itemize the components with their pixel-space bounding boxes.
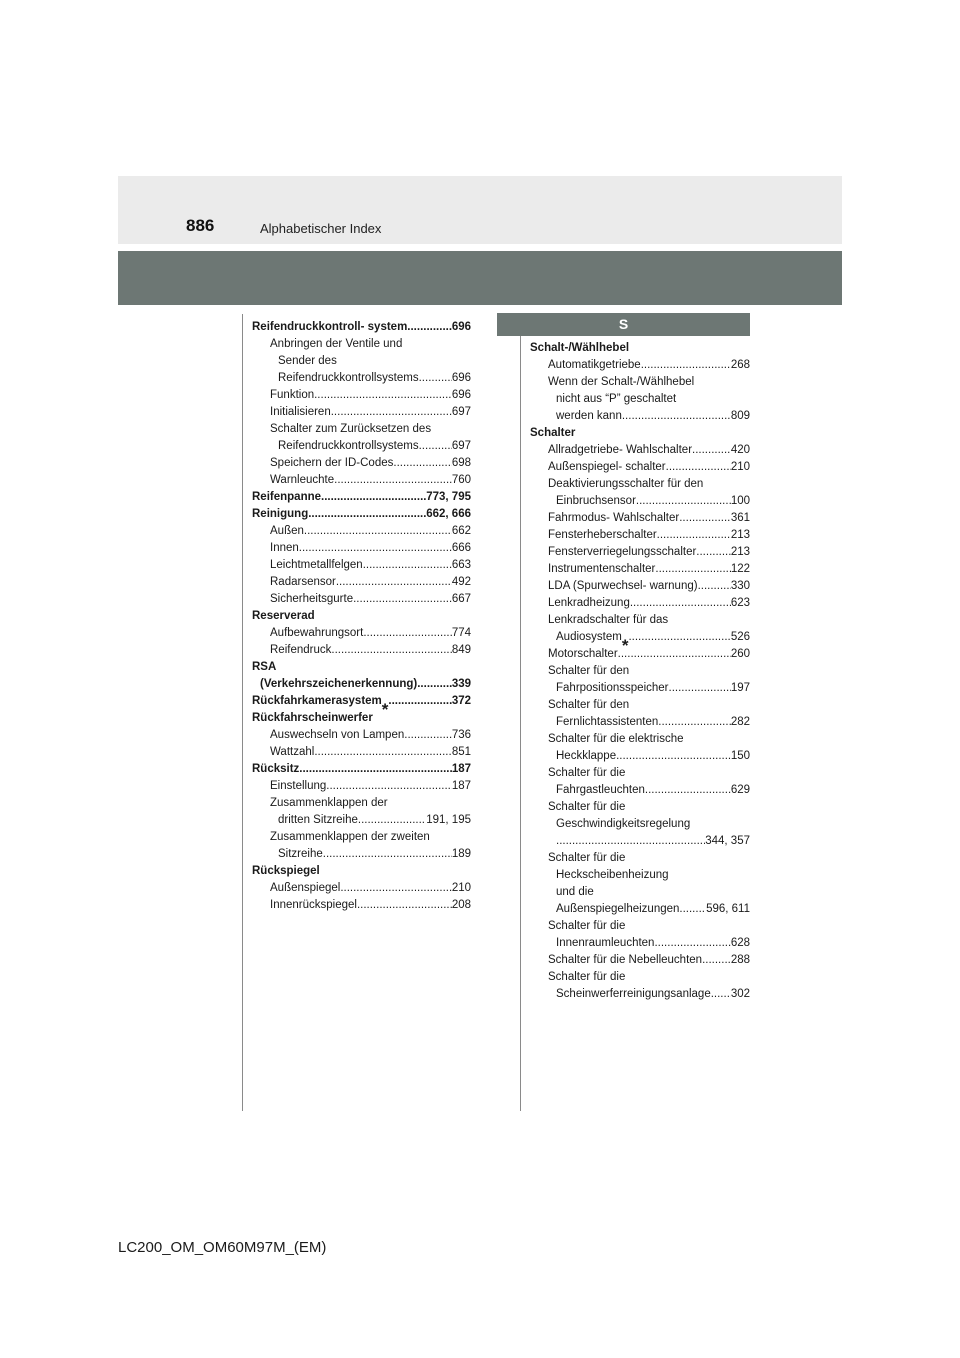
- dot-leader: [657, 527, 731, 544]
- dot-leader: [666, 459, 731, 476]
- dot-leader: [388, 693, 451, 710]
- dot-leader: [314, 744, 452, 761]
- index-entry-page: 191, 195: [426, 814, 471, 826]
- index-entry-page: 213: [730, 546, 750, 558]
- dot-leader: [616, 748, 731, 765]
- index-entry: [252, 540, 471, 557]
- dot-leader: [658, 714, 731, 731]
- dot-leader: [679, 510, 731, 527]
- dot-leader: [404, 727, 452, 744]
- index-entry-page: 809: [730, 410, 750, 422]
- dot-leader: [357, 897, 452, 914]
- index-entry-page: 667: [451, 593, 471, 605]
- index-entry: Rückfahrkamerasystem * ..... 372: [252, 693, 471, 710]
- index-entry-page: 773, 795: [426, 491, 471, 503]
- index-entry: [252, 863, 471, 880]
- index-entry: [530, 833, 750, 850]
- index-entry-text: nicht aus “P” geschaltet: [556, 393, 677, 405]
- section-letter-s: S: [497, 313, 750, 336]
- dot-leader: [323, 846, 452, 863]
- index-entry-page: 698: [451, 457, 471, 469]
- index-entry-text: Leichtmetallfelgen: [270, 559, 363, 571]
- index-entry-page: 339: [451, 678, 471, 690]
- index-entry-page: 122: [730, 563, 750, 575]
- index-entry-text: Einstellung: [270, 780, 327, 792]
- index-entry: [252, 404, 471, 421]
- index-entry: [530, 850, 750, 867]
- index-entry: [252, 387, 471, 404]
- index-entry-text: Lenkradheizung: [548, 597, 630, 609]
- index-entry-text: Fahrgastleuchten: [556, 784, 645, 796]
- index-entry-page: 187: [451, 763, 471, 775]
- index-entry-text: Auswechseln von Lampen: [270, 729, 405, 741]
- dot-leader: [308, 506, 426, 523]
- index-entry-page: 662: [451, 525, 471, 537]
- index-entry-page: 282: [730, 716, 750, 728]
- middle-column-rule: [520, 314, 521, 1111]
- dot-leader: [702, 952, 731, 969]
- index-entry: [530, 986, 750, 1003]
- index-entry-text: Scheinwerferreinigungsanlage: [556, 988, 711, 1000]
- index-entry-page: 330: [730, 580, 750, 592]
- dot-leader: [669, 680, 731, 697]
- index-entry-text: Reifendruckkontrollsystems: [278, 372, 419, 384]
- index-entry-text: Rückspiegel: [252, 865, 320, 877]
- index-entry: [530, 612, 750, 629]
- index-entry: [252, 608, 471, 625]
- index-entry: [530, 935, 750, 952]
- page-number: 886: [186, 216, 215, 235]
- index-entry-text: Warnleuchte: [270, 474, 335, 486]
- index-entry-text: Außenspiegelheizungen: [556, 903, 680, 915]
- index-entry-page: 849: [451, 644, 471, 656]
- index-entry: [530, 765, 750, 782]
- index-entry-text: Einbruchsensor: [556, 495, 636, 507]
- index-entry: [530, 646, 750, 663]
- dot-leader: [331, 642, 451, 659]
- index-entry-page: 187: [451, 780, 471, 792]
- index-entry-text: Schalter für den: [548, 665, 630, 677]
- index-entry: [530, 357, 750, 374]
- index-entry-text: Schalt-/Wählhebel: [530, 342, 630, 354]
- index-entry: [530, 663, 750, 680]
- index-entry: [530, 561, 750, 578]
- index-entry-text: Rücksitz: [252, 763, 300, 775]
- index-entry: [530, 527, 750, 544]
- dot-leader: [645, 782, 731, 799]
- index-entry-text: Speichern der ID-Codes: [270, 457, 394, 469]
- index-entry-text: Fensterverriegelungsschalter: [548, 546, 697, 558]
- index-entry-text: Fensterheberschalter: [548, 529, 657, 541]
- dot-leader: [314, 387, 452, 404]
- index-entry-text: Fahrmodus- Wahlschalter: [548, 512, 680, 524]
- index-entry-page: 210: [451, 882, 471, 894]
- dot-leader: [407, 319, 452, 336]
- index-entry-page: 696: [451, 372, 471, 384]
- index-entry-page: 663: [451, 559, 471, 571]
- dot-leader: [419, 370, 452, 387]
- dot-leader: [636, 493, 731, 510]
- index-entry-text: Schalter für die: [548, 767, 626, 779]
- index-entry: [252, 489, 471, 506]
- index-entry-text: Schalter für die: [548, 852, 626, 864]
- index-entry-text: dritten Sitzreihe: [278, 814, 358, 826]
- index-entry-text: Rückfahrscheinwerfer: [252, 712, 373, 724]
- index-entry-text: Fernlichtassistenten: [556, 716, 659, 728]
- index-entry-text: Aufbewahrungsort: [270, 627, 364, 639]
- index-entry-text: Schalter für die: [548, 801, 626, 813]
- dot-leader: [630, 595, 731, 612]
- index-entry: [252, 557, 471, 574]
- index-entry: [530, 408, 750, 425]
- index-entry: [530, 816, 750, 833]
- index-entry-page: 372: [451, 695, 471, 707]
- index-entry: [530, 578, 750, 595]
- index-entry-text: LDA (Spurwechsel- warnung): [548, 580, 698, 592]
- dot-leader: [692, 442, 731, 459]
- dot-leader: [679, 901, 706, 918]
- dot-leader: [363, 557, 452, 574]
- index-entry-text: Geschwindigkeitsregelung: [556, 818, 691, 830]
- index-entry-text: Allradgetriebe- Wahlschalter: [548, 444, 693, 456]
- dot-leader: [393, 455, 451, 472]
- index-entry: [530, 782, 750, 799]
- index-entry: [252, 761, 471, 778]
- index-entry: [530, 918, 750, 935]
- index-entry: [530, 476, 750, 493]
- index-entry: [252, 897, 471, 914]
- index-entry-page: 697: [451, 440, 471, 452]
- index-entry-text: Außen: [270, 525, 304, 537]
- index-entry-text: Automatikgetriebe: [548, 359, 641, 371]
- index-entry-text: Sicherheitsgurte: [270, 593, 354, 605]
- index-entry: [252, 438, 471, 455]
- dot-leader: [622, 408, 731, 425]
- index-entry-page: 260: [730, 648, 750, 660]
- dot-leader: [417, 676, 452, 693]
- index-entry-page: 268: [730, 359, 750, 371]
- index-entry-page: 596, 611: [706, 903, 750, 915]
- index-entry: [252, 710, 471, 727]
- index-entry: [252, 744, 471, 761]
- index-entry-text: werden kann: [556, 410, 622, 422]
- index-entry-text: Initialisieren: [270, 406, 331, 418]
- index-entry: [530, 901, 750, 918]
- index-entry: [252, 642, 471, 659]
- index-entry-text: Funktion: [270, 389, 315, 401]
- index-entry: [530, 697, 750, 714]
- index-entry-text: Heckklappe: [556, 750, 617, 762]
- index-entry-text: Reifendruck: [270, 644, 332, 656]
- section-title: Alphabetischer Index: [260, 221, 382, 236]
- index-entry-text: Deaktivierungsschalter für den: [548, 478, 704, 490]
- index-entry-text: Rückfahrkamerasystem: [252, 695, 382, 707]
- index-entry: [252, 676, 471, 693]
- index-entry-page: 420: [730, 444, 750, 456]
- index-entry: [530, 544, 750, 561]
- header-band: [118, 176, 842, 244]
- dot-leader: [698, 578, 731, 595]
- index-entry-page: 344, 357: [705, 835, 750, 847]
- index-entry-page: 623: [730, 597, 750, 609]
- left-column-rule: [242, 314, 243, 1111]
- index-entry-text: Wenn der Schalt-/Wählhebel: [548, 376, 695, 388]
- index-entry-page: 696: [451, 389, 471, 401]
- index-entry-text: Sender des: [278, 355, 337, 367]
- index-entry: [252, 829, 471, 846]
- index-entry: [252, 370, 471, 387]
- index-entry-text: Innenrückspiegel: [270, 899, 357, 911]
- index-entry: [530, 391, 750, 408]
- index-entry-text: Sitzreihe: [278, 848, 323, 860]
- index-entry-page: 774: [451, 627, 471, 639]
- dot-leader: [654, 935, 730, 952]
- index-entry: [252, 421, 471, 438]
- index-entry-page: 628: [730, 937, 750, 949]
- index-entry-page: 189: [451, 848, 471, 860]
- right-index-column: [530, 340, 750, 1003]
- document-code: LC200_OM_OM60M97M_(EM): [118, 1239, 327, 1256]
- index-entry: [252, 336, 471, 353]
- index-entry-text: RSA: [252, 661, 277, 673]
- index-entry-text: Lenkradschalter für das: [548, 614, 669, 626]
- index-entry: [252, 846, 471, 863]
- index-entry: [252, 659, 471, 676]
- index-entry: [252, 506, 471, 523]
- index-entry-text: Innenraumleuchten: [556, 937, 655, 949]
- dot-leader: [419, 438, 452, 455]
- index-entry-text: Motorschalter: [548, 648, 618, 660]
- index-entry-text: Schalter für die: [548, 920, 626, 932]
- dot-leader: [556, 833, 705, 850]
- index-entry-text: Schalter für die: [548, 971, 626, 983]
- dot-leader: [331, 404, 452, 421]
- index-entry: Audiosystem * ..... 526: [530, 629, 750, 646]
- index-entry: [252, 472, 471, 489]
- index-entry-page: 361: [730, 512, 750, 524]
- index-entry: [252, 353, 471, 370]
- index-entry: [252, 778, 471, 795]
- dot-leader: [711, 986, 731, 1003]
- index-entry-page: 150: [730, 750, 750, 762]
- dot-leader: [641, 357, 731, 374]
- index-entry-text: Reifendruckkontrollsystems: [278, 440, 419, 452]
- index-entry-page: 696: [451, 321, 471, 333]
- index-entry-page: 526: [730, 631, 750, 643]
- index-entry-text: Schalter für die elektrische: [548, 733, 684, 745]
- index-entry: [530, 340, 750, 357]
- index-entry: [252, 795, 471, 812]
- index-entry-page: 213: [730, 529, 750, 541]
- index-entry-text: Anbringen der Ventile und: [270, 338, 403, 350]
- index-entry: [530, 595, 750, 612]
- index-entry-page: 760: [451, 474, 471, 486]
- dot-leader: [353, 591, 452, 608]
- dot-leader: [336, 574, 452, 591]
- index-entry-page: 697: [451, 406, 471, 418]
- index-entry-text: Fahrpositionsspeicher: [556, 682, 669, 694]
- dot-leader: [340, 880, 451, 897]
- dot-leader: [628, 629, 730, 646]
- dot-leader: [304, 523, 452, 540]
- index-entry: [252, 591, 471, 608]
- index-entry-page: 736: [451, 729, 471, 741]
- dot-leader: [696, 544, 731, 561]
- index-entry: [252, 319, 471, 336]
- index-entry-text: Zusammenklappen der: [270, 797, 388, 809]
- index-entry-page: 629: [730, 784, 750, 796]
- index-entry-text: Reserverad: [252, 610, 315, 622]
- index-entry-page: 666: [451, 542, 471, 554]
- index-entry-text: Schalter für die Nebelleuchten: [548, 954, 703, 966]
- index-entry: [530, 884, 750, 901]
- dot-leader: [655, 561, 730, 578]
- index-entry-text: Heckscheibenheizung: [556, 869, 669, 881]
- index-entry: [252, 625, 471, 642]
- index-entry: [530, 425, 750, 442]
- dot-leader: [618, 646, 731, 663]
- dot-leader: [363, 625, 451, 642]
- index-entry-text: Schalter: [530, 427, 576, 439]
- index-entry: [530, 748, 750, 765]
- index-entry: [530, 680, 750, 697]
- dot-leader: [299, 761, 452, 778]
- index-entry-page: 208: [451, 899, 471, 911]
- index-entry: [252, 455, 471, 472]
- index-entry-text: Innen: [270, 542, 299, 554]
- index-entry-text: und die: [556, 886, 594, 898]
- index-entry: [530, 799, 750, 816]
- index-entry-text: Radarsensor: [270, 576, 336, 588]
- index-entry: [530, 459, 750, 476]
- index-entry: [252, 880, 471, 897]
- index-entry: [252, 574, 471, 591]
- index-entry-text: Reifendruckkontroll- system: [252, 321, 408, 333]
- index-entry-page: 302: [730, 988, 750, 1000]
- dot-leader: [326, 778, 452, 795]
- index-entry-text: Audiosystem: [556, 631, 622, 643]
- index-entry-page: 492: [451, 576, 471, 588]
- index-entry-text: Schalter zum Zurücksetzen des: [270, 423, 432, 435]
- index-entry-text: Instrumentenschalter: [548, 563, 656, 575]
- index-entry-text: Außenspiegel- schalter: [548, 461, 666, 473]
- index-entry-text: (Verkehrszeichenerkennung): [260, 678, 418, 690]
- left-index-column: [252, 319, 471, 914]
- index-entry-page: 851: [451, 746, 471, 758]
- dot-leader: [299, 540, 452, 557]
- index-entry-page: 197: [730, 682, 750, 694]
- index-entry-page: 100: [730, 495, 750, 507]
- index-entry: [530, 510, 750, 527]
- index-entry: [252, 812, 471, 829]
- index-entry: [252, 727, 471, 744]
- header-dark-band: [118, 251, 842, 305]
- dot-leader: [334, 472, 452, 489]
- index-entry: [530, 731, 750, 748]
- dot-leader: [358, 812, 426, 829]
- index-entry: [530, 374, 750, 391]
- index-entry: [530, 493, 750, 510]
- index-entry: [530, 714, 750, 731]
- index-entry: [530, 969, 750, 986]
- index-entry-page: 288: [730, 954, 750, 966]
- index-entry: [530, 867, 750, 884]
- index-entry: [530, 442, 750, 459]
- index-entry-text: Reifenpanne: [252, 491, 322, 503]
- index-entry: [252, 523, 471, 540]
- index-entry-text: Außenspiegel: [270, 882, 341, 894]
- index-entry-text: Zusammenklappen der zweiten: [270, 831, 430, 843]
- index-entry-text: Wattzahl: [270, 746, 315, 758]
- index-entry-text: Schalter für den: [548, 699, 630, 711]
- index-entry: [530, 952, 750, 969]
- dot-leader: [321, 489, 426, 506]
- index-entry-page: 662, 666: [426, 508, 471, 520]
- index-entry-page: 210: [730, 461, 750, 473]
- index-entry-text: Reinigung: [252, 508, 309, 520]
